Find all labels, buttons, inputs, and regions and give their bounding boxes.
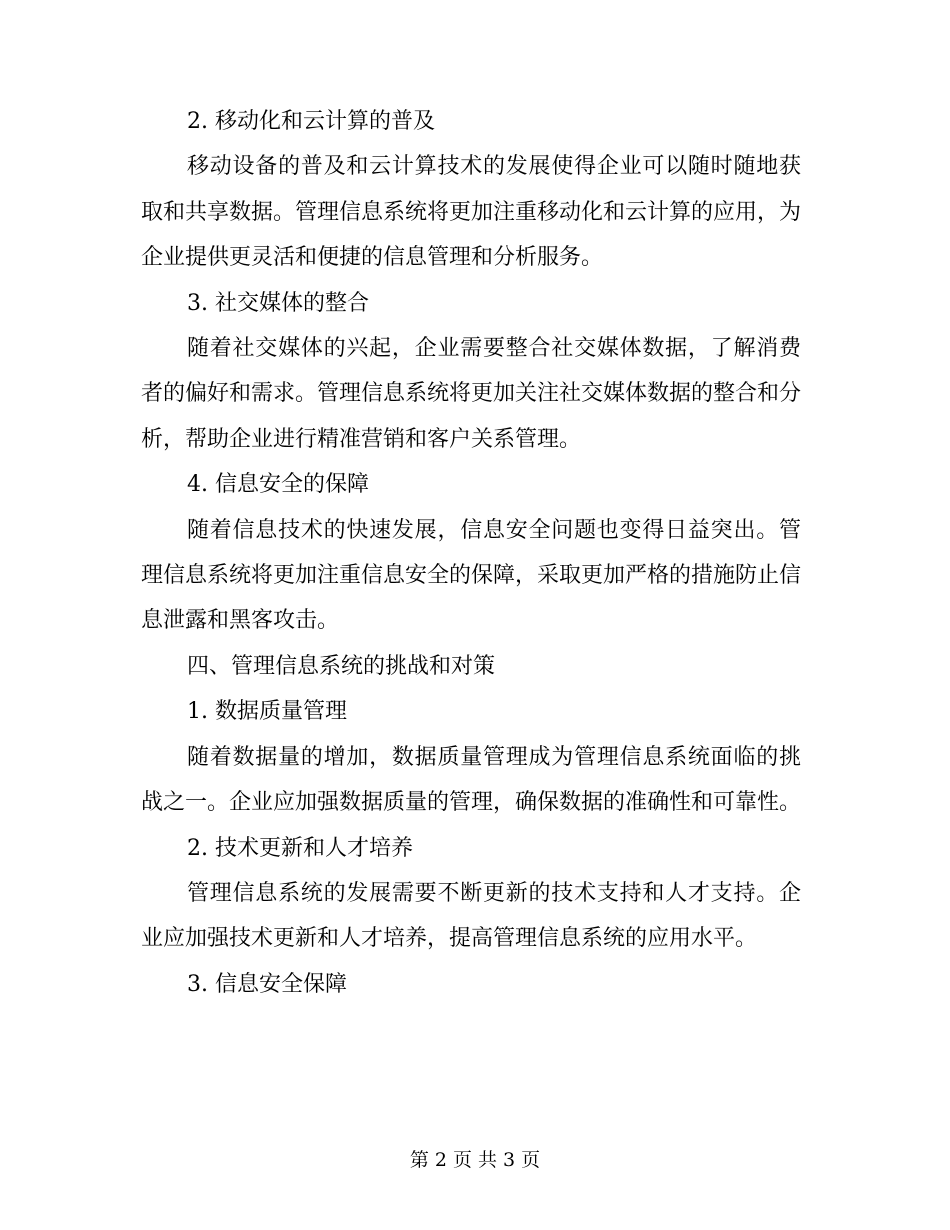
section-heading: 1. 数据质量管理 [187,699,347,725]
body-paragraph: 移动设备的普及和云计算技术的发展使得企业可以随时随地获取和共享数据。管理信息系统将更加注重移动化和云计算的应用，为企业提供更灵活和便捷的信息管理和分析服务。 [141,154,802,271]
section-heading: 4. 信息安全的保障 [187,472,369,498]
document-body [141,99,801,1007]
body-paragraph: 管理信息系统的发展需要不断更新的技术支持和人才支持。企业应加强技术更新和人才培养，提高管理信息系统的应用水平。 [141,880,801,952]
body-paragraph: 随着数据量的增加，数据质量管理成为管理信息系统面临的挑战之一。企业应加强数据质量的管理，确保数据的准确性和可靠性。 [141,744,802,816]
section-heading: 3. 信息安全保障 [187,971,347,997]
chapter-heading: 四、管理信息系统的挑战和对策 [187,653,496,679]
section-heading: 2. 技术更新和人才培养 [187,835,413,861]
section-heading: 2. 移动化和云计算的普及 [187,109,435,134]
section-heading: 3. 社交媒体的整合 [187,290,369,316]
page-footer: 第 2 页 共 3 页 [409,1149,541,1171]
body-paragraph: 随着信息技术的快速发展，信息安全问题也变得日益突出。管理信息系统将更加注重信息安全的保障，采取更加严格的措施防止信息泄露和黑客攻击。 [141,517,802,634]
body-paragraph: 随着社交媒体的兴起，企业需要整合社交媒体数据，了解消费者的偏好和需求。管理信息系统将更加关注社交媒体数据的整合和分析，帮助企业进行精准营销和客户关系管理。 [141,336,802,452]
